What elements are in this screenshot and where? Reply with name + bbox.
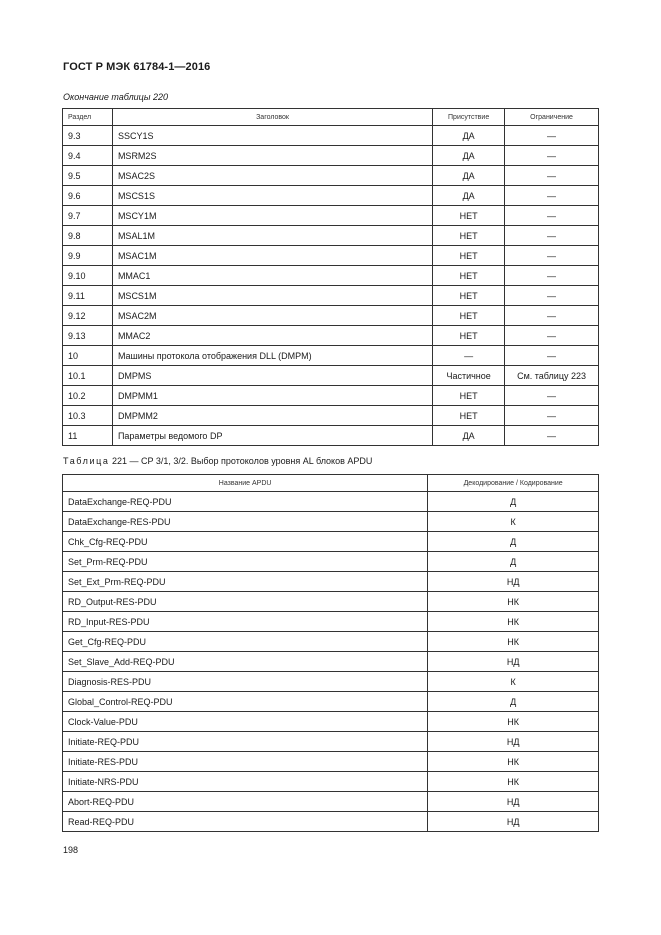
column-header-constraint: Ограничение	[505, 109, 599, 126]
cell-constraint: —	[505, 246, 599, 266]
cell-section: 9.3	[63, 126, 113, 146]
table-row	[63, 632, 599, 652]
cell-section: 9.4	[63, 146, 113, 166]
table-row	[63, 692, 599, 712]
cell-apdu-name: Chk_Cfg-REQ-PDU	[63, 532, 428, 552]
table-221-caption-text: 221 — CP 3/1, 3/2. Выбор протоколов уровня AL блоков APDU	[112, 456, 373, 466]
cell-apdu-name: Initiate-REQ-PDU	[63, 732, 428, 752]
cell-coding: К	[428, 512, 599, 532]
cell-presence: ДА	[433, 146, 505, 166]
cell-section: 10	[63, 346, 113, 366]
table-row	[63, 492, 599, 512]
table-row	[63, 146, 599, 166]
cell-presence: НЕТ	[433, 326, 505, 346]
cell-title: DMPMS	[112, 366, 432, 386]
cell-title: MSCS1M	[112, 286, 432, 306]
cell-apdu-name: Read-REQ-PDU	[63, 812, 428, 832]
table-row	[63, 386, 599, 406]
cell-presence: НЕТ	[433, 406, 505, 426]
cell-title: MMAC2	[112, 326, 432, 346]
cell-presence: —	[433, 346, 505, 366]
table-row	[63, 346, 599, 366]
cell-constraint: —	[505, 146, 599, 166]
cell-apdu-name: DataExchange-REQ-PDU	[63, 492, 428, 512]
cell-coding: НД	[428, 812, 599, 832]
table-row	[63, 206, 599, 226]
table-row	[63, 246, 599, 266]
cell-constraint: —	[505, 406, 599, 426]
column-header-apdu-name: Название APDU	[63, 475, 428, 492]
cell-title: DMPMM2	[112, 406, 432, 426]
cell-coding: Д	[428, 532, 599, 552]
cell-section: 9.5	[63, 166, 113, 186]
cell-section: 9.12	[63, 306, 113, 326]
cell-title: MSAC2S	[112, 166, 432, 186]
cell-constraint: —	[505, 186, 599, 206]
cell-constraint: —	[505, 346, 599, 366]
cell-presence: ДА	[433, 426, 505, 446]
table-row	[63, 186, 599, 206]
cell-constraint: —	[505, 386, 599, 406]
cell-presence: НЕТ	[433, 386, 505, 406]
cell-presence: НЕТ	[433, 206, 505, 226]
table-row	[63, 612, 599, 632]
cell-coding: НД	[428, 572, 599, 592]
cell-coding: НК	[428, 632, 599, 652]
cell-apdu-name: Initiate-NRS-PDU	[63, 772, 428, 792]
cell-section: 9.11	[63, 286, 113, 306]
cell-coding: НД	[428, 652, 599, 672]
cell-coding: Д	[428, 552, 599, 572]
cell-presence: НЕТ	[433, 306, 505, 326]
cell-section: 10.3	[63, 406, 113, 426]
cell-apdu-name: Set_Ext_Prm-REQ-PDU	[63, 572, 428, 592]
table-row	[63, 572, 599, 592]
table-row	[63, 512, 599, 532]
cell-apdu-name: RD_Output-RES-PDU	[63, 592, 428, 612]
cell-constraint: —	[505, 266, 599, 286]
cell-section: 9.9	[63, 246, 113, 266]
cell-presence: ДА	[433, 186, 505, 206]
cell-apdu-name: Global_Control-REQ-PDU	[63, 692, 428, 712]
cell-section: 9.8	[63, 226, 113, 246]
cell-title: MSAL1M	[112, 226, 432, 246]
table-row	[63, 266, 599, 286]
table-row	[63, 286, 599, 306]
table-header-row	[63, 475, 599, 492]
cell-apdu-name: Initiate-RES-PDU	[63, 752, 428, 772]
table-220-caption: Окончание таблицы 220	[63, 92, 168, 102]
cell-constraint: —	[505, 426, 599, 446]
table-row	[63, 166, 599, 186]
table-row	[63, 752, 599, 772]
cell-apdu-name: Set_Slave_Add-REQ-PDU	[63, 652, 428, 672]
page-number: 198	[63, 845, 79, 855]
cell-coding: НД	[428, 732, 599, 752]
cell-coding: НК	[428, 772, 599, 792]
column-header-title: Заголовок	[112, 109, 432, 126]
cell-section: 10.2	[63, 386, 113, 406]
column-header-presence: Присутствие	[433, 109, 505, 126]
cell-presence: НЕТ	[433, 226, 505, 246]
cell-presence: НЕТ	[433, 246, 505, 266]
cell-constraint: —	[505, 166, 599, 186]
cell-constraint: —	[505, 126, 599, 146]
table-row	[63, 126, 599, 146]
cell-title: SSCY1S	[112, 126, 432, 146]
cell-constraint: —	[505, 326, 599, 346]
cell-section: 9.7	[63, 206, 113, 226]
cell-section: 10.1	[63, 366, 113, 386]
table-220	[62, 108, 599, 446]
cell-coding: НД	[428, 792, 599, 812]
table-row	[63, 366, 599, 386]
table-row	[63, 552, 599, 572]
document-header: ГОСТ Р МЭК 61784-1—2016	[63, 61, 211, 73]
cell-constraint: См. таблицу 223	[505, 366, 599, 386]
cell-apdu-name: DataExchange-RES-PDU	[63, 512, 428, 532]
table-header-row	[63, 109, 599, 126]
cell-constraint: —	[505, 286, 599, 306]
cell-section: 9.13	[63, 326, 113, 346]
column-header-section: Раздел	[63, 109, 113, 126]
table-row	[63, 592, 599, 612]
cell-apdu-name: Set_Prm-REQ-PDU	[63, 552, 428, 572]
cell-apdu-name: Get_Cfg-REQ-PDU	[63, 632, 428, 652]
cell-constraint: —	[505, 206, 599, 226]
table-row	[63, 672, 599, 692]
table-row	[63, 772, 599, 792]
cell-presence: ДА	[433, 126, 505, 146]
table-row	[63, 426, 599, 446]
table-row	[63, 812, 599, 832]
table-row	[63, 712, 599, 732]
cell-section: 11	[63, 426, 113, 446]
cell-title: MSCY1M	[112, 206, 432, 226]
cell-constraint: —	[505, 226, 599, 246]
table-row	[63, 792, 599, 812]
cell-title: DMPMM1	[112, 386, 432, 406]
table-221	[62, 474, 599, 832]
table-221-caption-label: Таблица	[63, 456, 110, 466]
cell-presence: НЕТ	[433, 266, 505, 286]
cell-coding: Д	[428, 492, 599, 512]
cell-coding: НК	[428, 752, 599, 772]
table-221-caption	[63, 456, 372, 466]
cell-title: Машины протокола отображения DLL (DMPM)	[112, 346, 432, 366]
table-row	[63, 532, 599, 552]
cell-apdu-name: RD_Input-RES-PDU	[63, 612, 428, 632]
cell-coding: Д	[428, 692, 599, 712]
cell-title: MMAC1	[112, 266, 432, 286]
cell-constraint: —	[505, 306, 599, 326]
table-row	[63, 226, 599, 246]
cell-title: MSAC1M	[112, 246, 432, 266]
cell-title: MSAC2M	[112, 306, 432, 326]
table-row	[63, 406, 599, 426]
cell-apdu-name: Diagnosis-RES-PDU	[63, 672, 428, 692]
table-row	[63, 732, 599, 752]
table-row	[63, 652, 599, 672]
cell-coding: НК	[428, 612, 599, 632]
table-row	[63, 306, 599, 326]
cell-presence: Частичное	[433, 366, 505, 386]
table-row	[63, 326, 599, 346]
cell-presence: НЕТ	[433, 286, 505, 306]
cell-section: 9.6	[63, 186, 113, 206]
cell-coding: НК	[428, 712, 599, 732]
cell-presence: ДА	[433, 166, 505, 186]
cell-apdu-name: Abort-REQ-PDU	[63, 792, 428, 812]
cell-title: MSCS1S	[112, 186, 432, 206]
cell-title: MSRM2S	[112, 146, 432, 166]
cell-coding: НК	[428, 592, 599, 612]
cell-section: 9.10	[63, 266, 113, 286]
cell-coding: К	[428, 672, 599, 692]
cell-title: Параметры ведомого DP	[112, 426, 432, 446]
cell-apdu-name: Clock-Value-PDU	[63, 712, 428, 732]
column-header-coding: Декодирование / Кодирование	[428, 475, 599, 492]
